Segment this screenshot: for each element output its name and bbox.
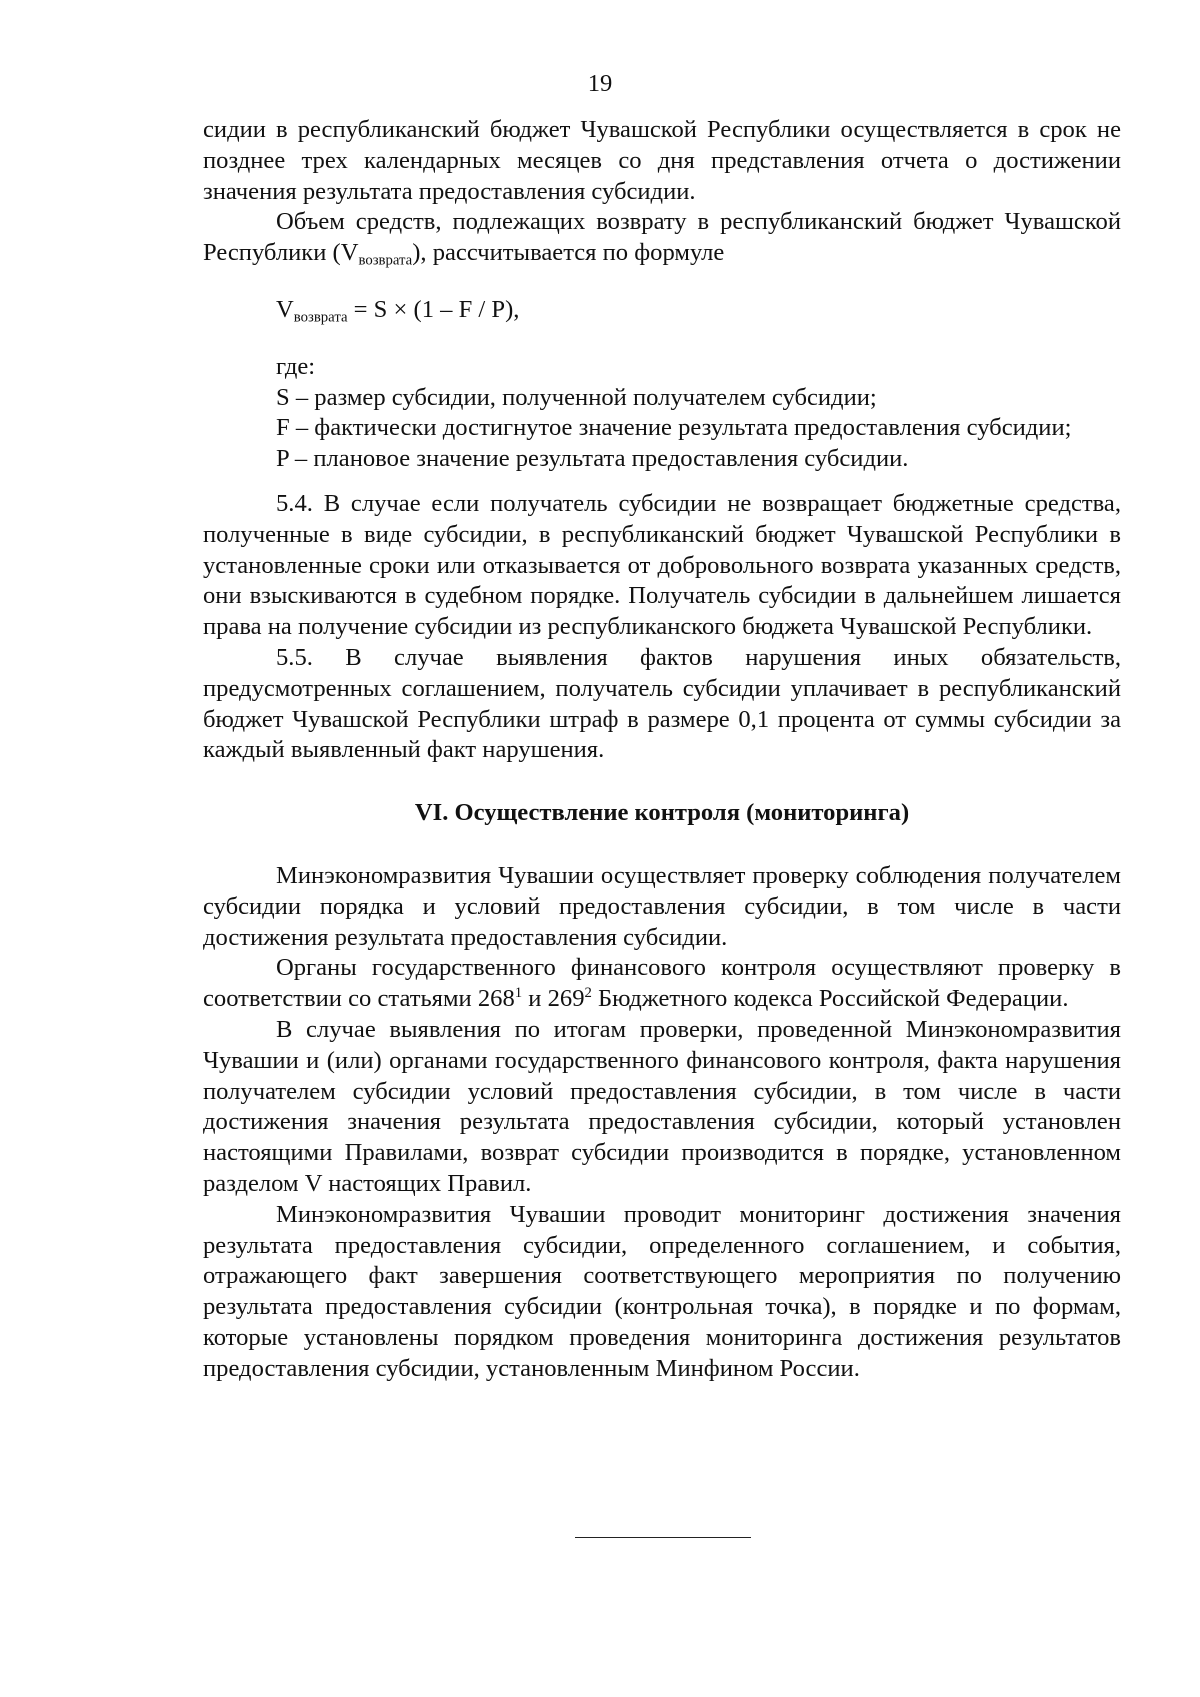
superscript-1: 1 xyxy=(514,985,523,1002)
paragraph-vi-2 xyxy=(203,953,1121,1015)
definition-f: F – фактически достигнутое значение результата предоставления субсидии; xyxy=(276,414,1072,442)
end-of-document-rule xyxy=(575,1537,751,1538)
paragraph-vi-4: Минэкономразвития Чувашии проводит мониторинг достижения значения результата предоставления субсидии, определенного соглашением, и события, отражающего факт завершения соответствующего мероприятия по получению результата предоставления субсидии (контрольная точка), в порядке и по формам, которые установлены порядком проведения мониторинга достижения результатов предоставления субсидии, установленным Минфином России. xyxy=(203,1200,1121,1382)
paragraph-volume-text-end: ), рассчитывается по формуле xyxy=(412,239,725,267)
definition-s: S – размер субсидии, полученной получателем субсидии; xyxy=(276,383,877,411)
page-number: 19 xyxy=(587,70,613,97)
where-label: где: xyxy=(276,352,316,380)
superscript-2: 2 xyxy=(584,985,592,1002)
paragraph-vi-3: В случае выявления по итогам проверки, проведенной Минэкономразвития Чувашии и (или) органами государственного финансового контроля, факта нарушения получателем субсидии условий предоставления субсидии, в том числе в части достижения значения результата предоставления субсидии, который установлен настоящими Правилами, возврат субсидии производится в порядке, установленном разделом V настоящих Правил. xyxy=(203,1015,1121,1197)
paragraph-vi-2-text: Органы государственного финансового контроля осуществляют проверку в соответствии со статьями 268 xyxy=(203,954,1121,1013)
paragraph-vi-1: Минэкономразвития Чувашии осуществляет проверку соблюдения получателем субсидии порядка и условий предоставления субсидии, в том числе в части достижения результата предоставления субсидии. xyxy=(203,861,1121,951)
formula-subscript: возврата xyxy=(293,309,348,326)
paragraph-5-5: 5.5. В случае выявления фактов нарушения иных обязательств, предусмотренных соглашением, получатель субсидии уплачивает в республиканский бюджет Чувашской Республики штраф в размере 0,1 процента от суммы субсидии за каждый выявленный факт нарушения. xyxy=(203,643,1121,764)
document-body xyxy=(203,115,1121,1384)
definition-p: P – плановое значение результата предоставления субсидии. xyxy=(276,445,909,473)
paragraph-volume xyxy=(203,207,1121,269)
formula-v: V xyxy=(276,295,294,323)
paragraph-volume-text: Объем средств, подлежащих возврату в республиканский бюджет Чувашской Республики (V xyxy=(203,208,1121,267)
formula-expression: = S × (1 – F / P), xyxy=(347,295,520,323)
section-heading: VI. Осуществление контроля (мониторинга) xyxy=(414,799,910,827)
paragraph-vi-2-text-end: Бюджетного кодекса Российской Федерации. xyxy=(591,985,1069,1013)
paragraph-vi-2-text-mid: и 269 xyxy=(522,985,585,1013)
subscript-vozvrata: возврата xyxy=(358,252,413,269)
paragraph-5-4: 5.4. В случае если получатель субсидии не возвращает бюджетные средства, полученные в виде субсидии, в республиканский бюджет Чувашской Республики в установленные сроки или отказывается от добровольного возврата указанных средств, они взыскиваются в судебном порядке. Получатель субсидии в дальнейшем лишается права на получение субсидии из республиканского бюджета Чувашской Республики. xyxy=(203,489,1121,641)
formula xyxy=(203,295,1121,326)
paragraph-continuation: сидии в республиканский бюджет Чувашской Республики осуществляется в срок не позднее трех календарных месяцев со дня представления отчета о достижении значения результата предоставления субсидии. xyxy=(203,116,1121,205)
